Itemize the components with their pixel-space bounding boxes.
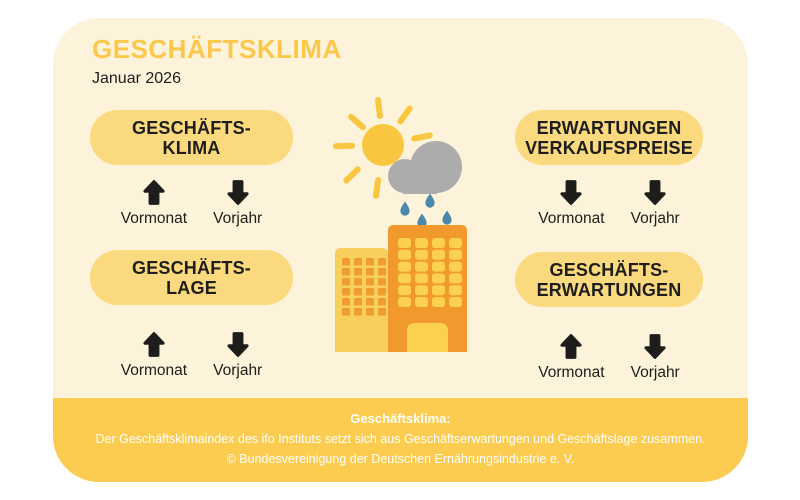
indicator-block-geschaeftsklima bbox=[90, 110, 293, 228]
trend-label: Vormonat bbox=[120, 362, 188, 379]
footer-line1: Der Geschäftsklimaindex des ifo Instituts setzt sich aus Geschäftserwartungen und Geschäftslage zusammen. bbox=[95, 432, 706, 446]
arrow-up-icon bbox=[143, 179, 165, 206]
trend-vorjahr bbox=[213, 331, 262, 380]
trend-arrows bbox=[538, 179, 679, 228]
trend-label: Vorjahr bbox=[213, 362, 263, 379]
pill-label-line2: KLIMA bbox=[162, 137, 221, 158]
arrow-down-icon bbox=[644, 179, 666, 206]
trend-arrows bbox=[121, 331, 262, 380]
indicator-block-geschaeftserwartungen bbox=[515, 252, 703, 382]
buildings-icon bbox=[335, 225, 467, 352]
trend-label: Vormonat bbox=[538, 210, 605, 227]
pill-erwartungen-verkaufspreise bbox=[515, 110, 703, 165]
pill-geschaeftserwartungen bbox=[515, 252, 703, 307]
weather-buildings-illustration bbox=[325, 88, 470, 358]
header bbox=[92, 34, 342, 88]
footer-line2: © Bundesvereinigung der Deutschen Ernährungsindustrie e. V. bbox=[226, 452, 575, 466]
trend-label: Vorjahr bbox=[213, 210, 263, 227]
trend-vormonat bbox=[121, 331, 187, 380]
indicator-block-erwartungen-verkaufspreise bbox=[515, 110, 703, 228]
trend-vormonat bbox=[538, 179, 604, 228]
pill-label-line1: GESCHÄFTS- bbox=[549, 259, 669, 280]
footer-heading: Geschäftsklima: bbox=[350, 411, 451, 426]
pill-label-line2: ERWARTUNGEN bbox=[536, 279, 682, 300]
arrow-down-icon bbox=[227, 331, 249, 358]
building-door bbox=[407, 323, 448, 352]
footer bbox=[53, 398, 748, 482]
trend-arrows bbox=[121, 179, 262, 228]
pill-label-line1: ERWARTUNGEN bbox=[536, 117, 682, 138]
trend-label: Vormonat bbox=[538, 364, 605, 381]
trend-vormonat bbox=[121, 179, 187, 228]
trend-label: Vorjahr bbox=[630, 364, 680, 381]
pill-label-line2: LAGE bbox=[166, 277, 217, 298]
pill-label-line1: GESCHÄFTS- bbox=[132, 257, 251, 278]
arrow-down-icon bbox=[644, 333, 666, 360]
pill-label-line1: GESCHÄFTS- bbox=[132, 117, 251, 138]
raindrops-icon bbox=[400, 194, 451, 228]
arrow-up-icon bbox=[143, 331, 165, 358]
trend-vorjahr bbox=[213, 179, 262, 228]
report-date: Januar 2026 bbox=[92, 70, 181, 87]
arrow-down-icon bbox=[560, 179, 582, 206]
page-title: GESCHÄFTSKLIMA bbox=[92, 34, 342, 64]
pill-label-line2: VERKAUFSPREISE bbox=[525, 137, 693, 158]
trend-vorjahr bbox=[631, 179, 680, 228]
indicator-block-geschaeftslage bbox=[90, 250, 293, 380]
pill-geschaeftslage bbox=[90, 250, 293, 305]
trend-vorjahr bbox=[631, 333, 680, 382]
business-climate-card bbox=[53, 18, 748, 482]
pill-geschaeftsklima bbox=[90, 110, 293, 165]
trend-arrows bbox=[538, 333, 679, 382]
arrow-down-icon bbox=[227, 179, 249, 206]
trend-label: Vormonat bbox=[120, 210, 188, 227]
trend-label: Vorjahr bbox=[630, 210, 680, 227]
trend-vormonat bbox=[538, 333, 604, 382]
arrow-up-icon bbox=[560, 333, 582, 360]
